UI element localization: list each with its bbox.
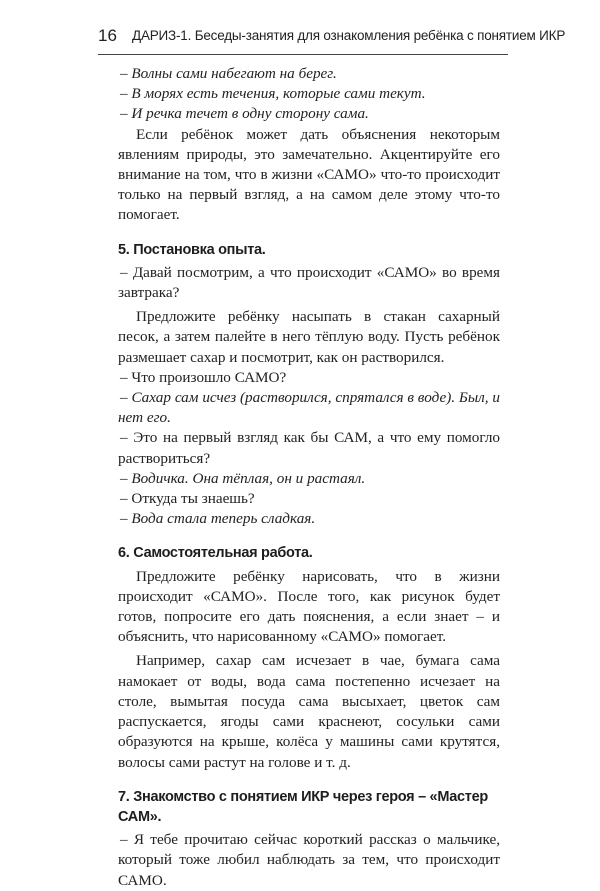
running-title: ДАРИЗ-1. Беседы-занятия для ознакомления ребёнка с понятием ИКР: [132, 28, 566, 43]
dialogue-line: – Волны сами набегают на берег.: [120, 65, 337, 82]
page-body: [118, 64, 500, 891]
section-heading-6: 6. Самостоятельная работа.: [118, 545, 313, 562]
dialogue-line: – Что произошло САМО?: [120, 368, 287, 386]
dialogue-line: – Это на первый взгляд как бы САМ, а что ему помогло раствориться?: [118, 429, 500, 467]
dialogue-line: – Откуда ты знаешь?: [120, 490, 255, 508]
dialogue-line: – Водичка. Она тёплая, он и растаял.: [120, 469, 366, 487]
dialogue-line: – Я тебе прочитаю сейчас короткий рассказ о мальчике, который тоже любил наблюдать за тем, что происходит САМО.: [118, 831, 500, 889]
paragraph: Например, сахар сам исчезает в чае, бумага сама намокает от воды, вода сама постепенно исчезает на столе, вымытая посуда сама высыхает, цветок сам распускается, ягоды сами краснеют, сосульки сами образуются на крыше, колёса у машины сами крутятся, волосы сами растут на голове и т. д.: [118, 652, 500, 771]
header-rule: [98, 54, 508, 55]
page-header: [98, 24, 566, 52]
section-heading-5: 5. Постановка опыта.: [118, 241, 266, 258]
dialogue-line: – Сахар сам исчез (растворился, спрятался в воде). Был, и нет его.: [118, 389, 500, 427]
paragraph: Предложите ребёнку насыпать в стакан сахарный песок, а затем палейте в него тёплую воду. Пусть ребёнок размешает сахар и посмотрит, как он растворился.: [118, 308, 500, 366]
paragraph: Если ребёнок может дать объяснения некоторым явлениям природы, это замечательно. Акцентируйте его внимание на том, что в жизни «САМО» что-то происходит только на первый взгляд, а на самом деле этому что-то помогает.: [118, 125, 500, 224]
section-heading-7: 7. Знакомство с понятием ИКР через героя – «Мастер САМ».: [118, 788, 488, 825]
paragraph: Предложите ребёнку нарисовать, что в жизни происходит «САМО». После того, как рисунок будет готов, попросите его дать пояснения, а если знает – и объяснить, что нарисованному «САМО» помогает.: [118, 567, 500, 646]
dialogue-line: – И речка течет в одну сторону сама.: [120, 105, 369, 123]
dialogue-line: – Вода стала теперь сладкая.: [120, 510, 316, 528]
dialogue-line: – Давай посмотрим, а что происходит «САМО» во время завтрака?: [118, 263, 500, 302]
page-number: 16: [98, 26, 117, 45]
dialogue-line: – В морях есть течения, которые сами текут.: [120, 85, 426, 103]
